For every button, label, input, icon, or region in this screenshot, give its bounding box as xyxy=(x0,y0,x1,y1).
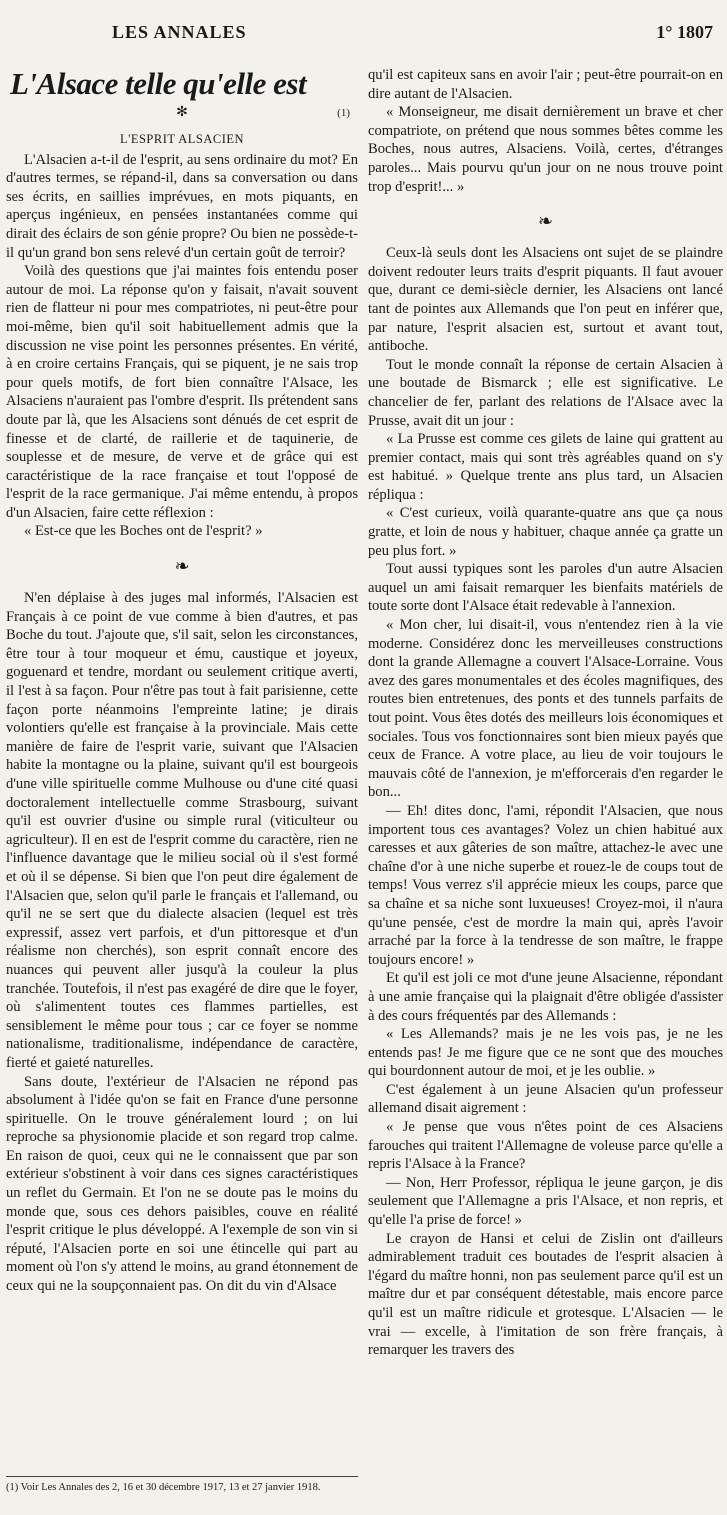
paragraph: — Non, Herr Professor, répliqua le jeune garçon, je dis seulement que l'Allemagne a pris l'Alsace, et non repris, et qu'elle l'a prise de force! » xyxy=(368,1174,723,1229)
paragraph: « Je pense que vous n'êtes point de ces Alsaciens farouches qui traitent l'Allemagne de voleuse parce qu'elle a repris l'Alsace à la France? xyxy=(368,1119,723,1173)
journal-name: LES ANNALES xyxy=(112,22,247,42)
footnote: (1) Voir Les Annales des 2, 16 et 30 décembre 1917, 13 et 27 janvier 1918. xyxy=(6,1476,358,1494)
paragraph: L'Alsacien a-t-il de l'esprit, au sens ordinaire du mot? En d'autres termes, se répand-il, dans sa conversation ou dans ses écrits, en saillies imprévues, en mots piquants, en aperçus ingénieux, en pensées instantanées comme qui dirait des éclairs de son génie propre? Ou bien ne possède-t-il qu'un grand bon sens relevé d'un certain goût de terroir? xyxy=(6,151,358,261)
paragraph: Et qu'il est joli ce mot d'une jeune Alsacienne, répondant à une amie française qui la plaignait d'être obligée d'assister à des cours fréquentés par des Allemands : xyxy=(368,970,723,1024)
left-column xyxy=(6,66,358,1506)
paragraph: Voilà des questions que j'ai maintes fois entendu poser autour de moi. La réponse qu'on y faisait, n'avait souvent rien de flatteur ni pour mes compatriotes, ni peut-être pour moi-même, bien qu'il soit habituellement admis que la discussion ne vise point les personnes présentes. En vérité, à en croire certains Français, qui se piquent, je ne sais trop pour quels motifs, de fort bien connaître l'Alsace, les Alsaciens n'auraient pas l'ombre d'esprit. Ils prétendent sans doute par là, que les Alsaciens sont dénués de cet esprit de finesse et de clarté, de raillerie et de taquinerie, de souplesse et de mesure, de verve et de grâce qui est caractéristique de la race française et tout l'opposé de l'esprit de la race germanique. J'ai même entendu, à propos d'un Alsacien, faire cette réflexion : xyxy=(6,263,358,521)
paragraph: « La Prusse est comme ces gilets de laine qui grattent au premier contact, mais qui sont très agréables quand on s'y est habitué. » Quelque trente ans plus tard, un Alsacien répliqua : xyxy=(368,431,723,503)
paragraph: Sans doute, l'extérieur de l'Alsacien ne répond pas absolument à l'idée qu'on se fait en France d'une personne spirituelle. On le trouve généralement lourd ; on lui reproche sa physionomie placide et son regard trop calme. En raison de quoi, ceux qui ne le connaissent que par son extérieur s'obstinent à voir dans ces signes caractéristiques un reflet du Germain. Et l'on ne se doute pas le moins du monde que, sous ces dehors paisibles, couve en réalité l'esprit critique le plus développé. A l'exemple de son vin si réputé, l'Alsacien porte en soi une étincelle qui part au moment où l'on s'y attend le moins, au grand étonnement de ceux qui ne la soupçonnaient pas. On dit du vin d'Alsace xyxy=(6,1073,358,1295)
ornament-icon: ❧ xyxy=(174,556,190,577)
paragraph: Ceux-là seuls dont les Alsaciens ont sujet de se plaindre doivent redouter leurs traits d'esprit piquants. Il faut avouer que, durant ce demi-siècle dernier, les Alsaciens ont lancé tant de pointes aux Allemands que l'on peut en inférer que, par nature, l'esprit alsacien est, surtout et avant tout, antiboche. xyxy=(368,245,723,355)
section-heading: L'ESPRIT ALSACIEN xyxy=(119,132,245,146)
article-title: L'Alsace telle qu'elle est xyxy=(10,66,307,101)
paragraph: Tout aussi typiques sont les paroles d'un autre Alsacien auquel un ami faisait remarquer les bienfaits matériels de toute sorte dont l'Alsace était redevable à l'annexion. xyxy=(368,561,723,615)
right-column xyxy=(368,66,723,1506)
paragraph: Tout le monde connaît la réponse de certain Alsacien à une boutade de Bismarck ; elle est significative. Le chancelier de fer, parlant des relations de l'Alsace avec la Prusse, avait dit un jour : xyxy=(368,356,723,429)
paragraph: — Eh! dites donc, l'ami, répondit l'Alsacien, que nous importent tous ces avantages? Volez un chien habitué aux caresses et aux gâteries de son maître, attachez-le avec une chaîne d'or à une niche superbe et rouez-le de coups tout de temps! Vous verrez s'il apprécie mieux les coups, parce que sa chaîne et sa niche sont luxueuses! Croyez-moi, il n'aura qu'une pensée, c'est de mordre la main qui, après l'avoir arraché par la force à la tendresse de son maître, le frappe toujours encore! » xyxy=(368,802,723,968)
paragraph: C'est également à un jeune Alsacien qu'un professeur allemand disait aigrement : xyxy=(368,1081,723,1117)
page-header xyxy=(0,22,727,48)
title-ornament xyxy=(6,104,358,124)
paragraph: qu'il est capiteux sans en avoir l'air ; peut-être pourrait-on en dire autant de l'Alsacien. xyxy=(368,67,723,102)
paragraph: « Monseigneur, me disait dernièrement un brave et cher compatriote, on prétend que nous sommes bêtes comme les Boches, nous autres, Alsaciens. Voilà, certes, d'étranges paroles... Mais pourvu qu'un jour on ne nous trouve point trop d'esprit!... » xyxy=(368,104,723,195)
ornament-icon: ❧ xyxy=(537,211,554,232)
footnote-mark: (1) xyxy=(337,107,350,119)
paragraph: Le crayon de Hansi et celui de Zislin ont d'ailleurs admirablement traduit ces boutades de l'esprit alsacien à l'égard du maître honni, non pas seulement parce qu'il est un maître dur et par conséquent détestable, mais encore parce qu'il est un maître ridicule et grotesque. L'Alsacien — le vrai — excelle, à l'imitation de son frère français, à remarquer les travers des xyxy=(368,1230,723,1359)
page-number: 1° 1807 xyxy=(656,22,713,42)
paragraph: N'en déplaise à des juges mal informés, l'Alsacien est Français à ce point de vue comme à bien d'autres, et pas Boche du tout. J'ajoute que, s'il sait, selon les circonstances, être tour à tour moqueur et ému, caustique et joyeux, goguenard et tendre, mordant ou seulement critique averti, il l'est à sa façon. Pour n'être pas tout à fait parisienne, cette façon porte néanmoins l'empreinte latine; je dirais volontiers qu'elle est française à la provinciale. Mais cette manière de faire de l'esprit varie, suivant que l'Alsacien habite la montagne ou la plaine, suivant qu'il est bourgeois d'une ville spirituelle comme Mulhouse ou d'une cité quasi doctoralement intellectuelle comme Strasbourg, suivant qu'il est ouvrier d'usine ou simple rural (viticulteur ou agriculteur). Il en est de l'esprit comme du caractère, rien ne l'influence davantage que le milieu social où il s'est formé et où il se dépense. Si bien que l'on peut dire également de l'Alsacien que, selon qu'il parle le français et l'allemand, ou qu'il ne se sert que du dialecte alsacien (lequel est très expressif, assez vert parfois, et d'un pittoresque et d'un réalisme non cherchés), son esprit connaît encore des nuances qui peuvent aller jusqu'à la couleur la plus tranchée. Toutefois, il n'est pas exagéré de dire que le foyer, où s'alimentent toutes ces flammes partielles, est sensiblement le même pour tous ; car ce foyer se nomme nationalisme, traditionalisme, indépendance de caractère, fierté et gaieté naturelles. xyxy=(6,590,358,1071)
fleuron-icon: ✻ xyxy=(176,105,188,120)
paragraph: « C'est curieux, voilà quarante-quatre ans que ça nous gratte, et loin de nous y habituer, chaque année ça gratte un peu plus fort. » xyxy=(368,505,723,559)
paragraph: « Les Allemands? mais je ne les vois pas, je ne les entends pas! Je me figure que ce ne sont que des mouches qui bourdonnent autour de moi, et je les oublie. » xyxy=(368,1026,723,1080)
paragraph: « Mon cher, lui disait-il, vous n'entendez rien à la vie moderne. Considérez donc les merveilleuses constructions dont la grande Allemagne a couvert l'Alsace-Lorraine. Vous avez des gares monumentales et des écoles magnifiques, des routes bien entretenues, des ponts et des tunnels parfaits de tout point. Vous êtes dotés des meilleurs lois économiques et sociales. Tous vos fonctionnaires sont bien mieux payés que ceux de France. A votre place, au lieu de voir toujours le mauvais côté de l'annexion, je m'efforcerais d'en regarder le bon... xyxy=(368,617,723,801)
paragraph: « Est-ce que les Boches ont de l'esprit? » xyxy=(24,523,263,540)
